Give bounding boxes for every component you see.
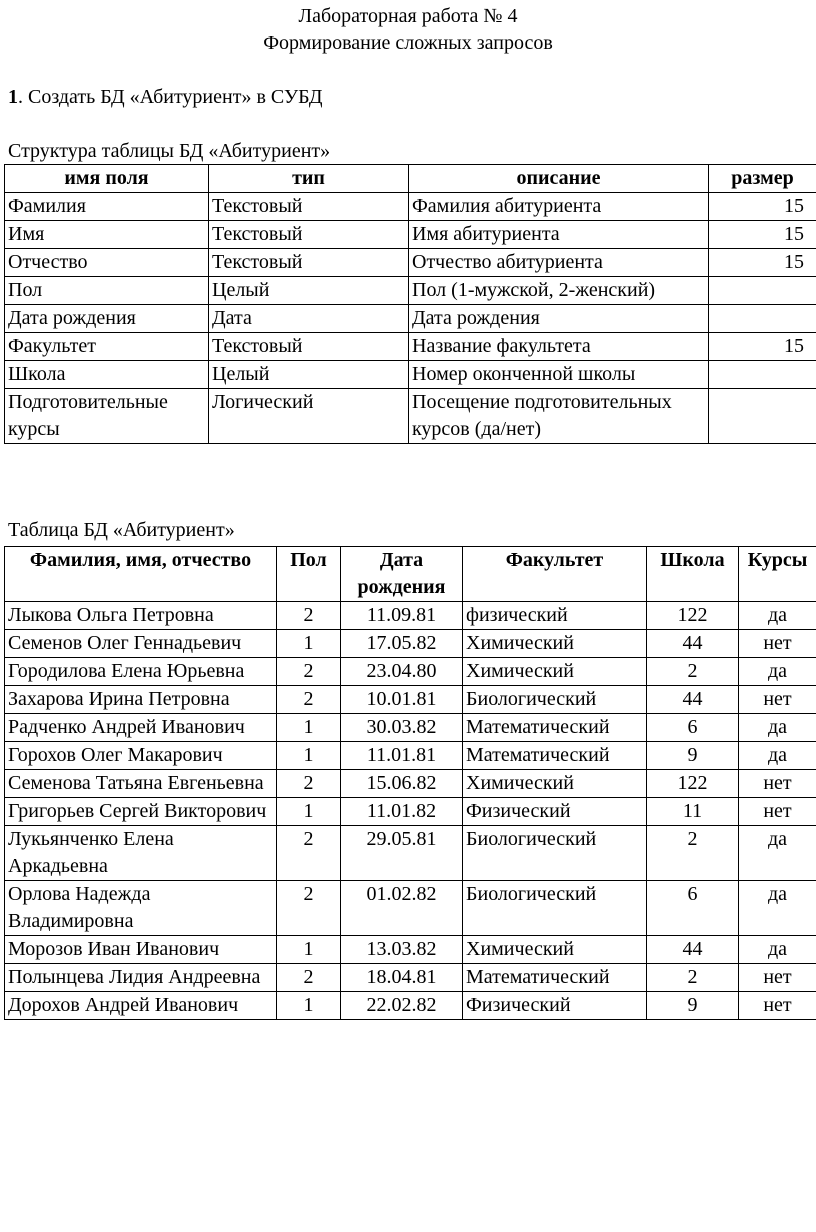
full-name: Морозов Иван Иванович <box>5 936 277 964</box>
birth-date: 13.03.82 <box>341 936 463 964</box>
table-row <box>5 630 816 658</box>
faculty: Химический <box>463 658 647 686</box>
field-type: Текстовый <box>209 333 409 361</box>
table-row <box>5 826 816 881</box>
table-row <box>5 714 816 742</box>
school: 6 <box>647 881 739 936</box>
birth-date: 01.02.82 <box>341 881 463 936</box>
table-row <box>5 742 816 770</box>
full-name: Орлова Надежда Владимировна <box>5 881 277 936</box>
field-type: Дата <box>209 305 409 333</box>
birth-date: 11.01.82 <box>341 798 463 826</box>
structure-caption: Структура таблицы БД «Абитуриент» <box>8 140 331 162</box>
table-row <box>5 658 816 686</box>
gender: 2 <box>277 964 341 992</box>
gender: 2 <box>277 770 341 798</box>
faculty: Химический <box>463 630 647 658</box>
applicants-header-cell: Фамилия, имя, отчество <box>5 547 277 602</box>
table-row <box>5 277 816 305</box>
table-row <box>5 389 816 444</box>
gender: 1 <box>277 714 341 742</box>
field-size: 15 <box>709 333 816 361</box>
table-row <box>5 992 816 1020</box>
field-type: Текстовый <box>209 249 409 277</box>
gender: 1 <box>277 630 341 658</box>
field-type: Целый <box>209 277 409 305</box>
field-description: Фамилия абитуриента <box>409 193 709 221</box>
birth-date: 23.04.80 <box>341 658 463 686</box>
courses: да <box>739 602 816 630</box>
field-description: Пол (1-мужской, 2-женский) <box>409 277 709 305</box>
school: 122 <box>647 602 739 630</box>
field-name: Пол <box>5 277 209 305</box>
field-name: Подготовительные курсы <box>5 389 209 444</box>
gender: 1 <box>277 742 341 770</box>
structure-header-row <box>5 165 816 193</box>
field-name: Фамилия <box>5 193 209 221</box>
courses: нет <box>739 992 816 1020</box>
birth-date: 30.03.82 <box>341 714 463 742</box>
table-row <box>5 602 816 630</box>
full-name: Семенова Татьяна Евгеньевна <box>5 770 277 798</box>
applicants-header-cell: Дата рождения <box>341 547 463 602</box>
field-description: Имя абитуриента <box>409 221 709 249</box>
field-type: Текстовый <box>209 193 409 221</box>
faculty: Физический <box>463 798 647 826</box>
table-row <box>5 964 816 992</box>
field-type: Текстовый <box>209 221 409 249</box>
school: 2 <box>647 964 739 992</box>
school: 11 <box>647 798 739 826</box>
full-name: Горохов Олег Макарович <box>5 742 277 770</box>
table-row <box>5 686 816 714</box>
page-title: Лабораторная работа № 4 <box>298 5 518 27</box>
gender: 1 <box>277 992 341 1020</box>
birth-date: 22.02.82 <box>341 992 463 1020</box>
gender: 1 <box>277 798 341 826</box>
table-row <box>5 936 816 964</box>
field-description: Название факультета <box>409 333 709 361</box>
faculty: Химический <box>463 936 647 964</box>
table-row <box>5 798 816 826</box>
structure-header-cell: размер <box>709 165 816 193</box>
task-text: . Создать БД «Абитуриент» в СУБД <box>18 86 323 108</box>
applicants-header-cell: Факультет <box>463 547 647 602</box>
field-size <box>709 361 816 389</box>
field-size <box>709 389 816 444</box>
courses: да <box>739 714 816 742</box>
school: 9 <box>647 992 739 1020</box>
applicants-header-row <box>5 547 816 602</box>
field-size: 15 <box>709 221 816 249</box>
page-subtitle: Формирование сложных запросов <box>263 32 553 54</box>
field-type: Целый <box>209 361 409 389</box>
faculty: Математический <box>463 964 647 992</box>
field-name: Дата рождения <box>5 305 209 333</box>
school: 2 <box>647 658 739 686</box>
field-name: Отчество <box>5 249 209 277</box>
courses: да <box>739 658 816 686</box>
table-row <box>5 333 816 361</box>
school: 6 <box>647 714 739 742</box>
gender: 2 <box>277 826 341 881</box>
full-name: Городилова Елена Юрьевна <box>5 658 277 686</box>
structure-header-cell: тип <box>209 165 409 193</box>
field-size: 15 <box>709 193 816 221</box>
full-name: Захарова Ирина Петровна <box>5 686 277 714</box>
full-name: Полынцева Лидия Андреевна <box>5 964 277 992</box>
field-name: Имя <box>5 221 209 249</box>
field-size: 15 <box>709 249 816 277</box>
courses: нет <box>739 630 816 658</box>
full-name: Семенов Олег Геннадьевич <box>5 630 277 658</box>
full-name: Лыкова Ольга Петровна <box>5 602 277 630</box>
courses: да <box>739 742 816 770</box>
courses: нет <box>739 686 816 714</box>
field-description: Дата рождения <box>409 305 709 333</box>
birth-date: 10.01.81 <box>341 686 463 714</box>
task-number: 1 <box>8 86 18 108</box>
birth-date: 11.01.81 <box>341 742 463 770</box>
gender: 1 <box>277 936 341 964</box>
full-name: Дорохов Андрей Иванович <box>5 992 277 1020</box>
field-description: Посещение подготовительных курсов (да/нет) <box>409 389 709 444</box>
school: 44 <box>647 936 739 964</box>
structure-header-cell: описание <box>409 165 709 193</box>
birth-date: 15.06.82 <box>341 770 463 798</box>
birth-date: 18.04.81 <box>341 964 463 992</box>
full-name: Радченко Андрей Иванович <box>5 714 277 742</box>
faculty: Химический <box>463 770 647 798</box>
faculty: Математический <box>463 714 647 742</box>
field-description: Номер оконченной школы <box>409 361 709 389</box>
full-name: Григорьев Сергей Викторович <box>5 798 277 826</box>
school: 44 <box>647 630 739 658</box>
table-row <box>5 221 816 249</box>
table-row <box>5 361 816 389</box>
school: 44 <box>647 686 739 714</box>
table-row <box>5 881 816 936</box>
structure-table <box>4 164 816 444</box>
courses: нет <box>739 770 816 798</box>
gender: 2 <box>277 881 341 936</box>
faculty: Математический <box>463 742 647 770</box>
table-row <box>5 249 816 277</box>
applicants-header-cell: Курсы <box>739 547 816 602</box>
faculty: физический <box>463 602 647 630</box>
applicants-table <box>4 546 816 1020</box>
school: 122 <box>647 770 739 798</box>
data-table-caption: Таблица БД «Абитуриент» <box>8 519 235 541</box>
courses: да <box>739 826 816 881</box>
courses: нет <box>739 798 816 826</box>
faculty: Биологический <box>463 881 647 936</box>
field-name: Факультет <box>5 333 209 361</box>
faculty: Физический <box>463 992 647 1020</box>
field-description: Отчество абитуриента <box>409 249 709 277</box>
gender: 2 <box>277 602 341 630</box>
field-size <box>709 277 816 305</box>
gender: 2 <box>277 686 341 714</box>
table-row <box>5 305 816 333</box>
table-row <box>5 770 816 798</box>
structure-header-cell: имя поля <box>5 165 209 193</box>
birth-date: 29.05.81 <box>341 826 463 881</box>
faculty: Биологический <box>463 686 647 714</box>
applicants-header-cell: Пол <box>277 547 341 602</box>
birth-date: 17.05.82 <box>341 630 463 658</box>
school: 9 <box>647 742 739 770</box>
gender: 2 <box>277 658 341 686</box>
birth-date: 11.09.81 <box>341 602 463 630</box>
courses: да <box>739 881 816 936</box>
table-row <box>5 193 816 221</box>
courses: нет <box>739 964 816 992</box>
task-line <box>8 84 323 111</box>
field-name: Школа <box>5 361 209 389</box>
field-size <box>709 305 816 333</box>
field-type: Логический <box>209 389 409 444</box>
applicants-header-cell: Школа <box>647 547 739 602</box>
courses: да <box>739 936 816 964</box>
school: 2 <box>647 826 739 881</box>
full-name: Лукьянченко Елена Аркадьевна <box>5 826 277 881</box>
faculty: Биологический <box>463 826 647 881</box>
